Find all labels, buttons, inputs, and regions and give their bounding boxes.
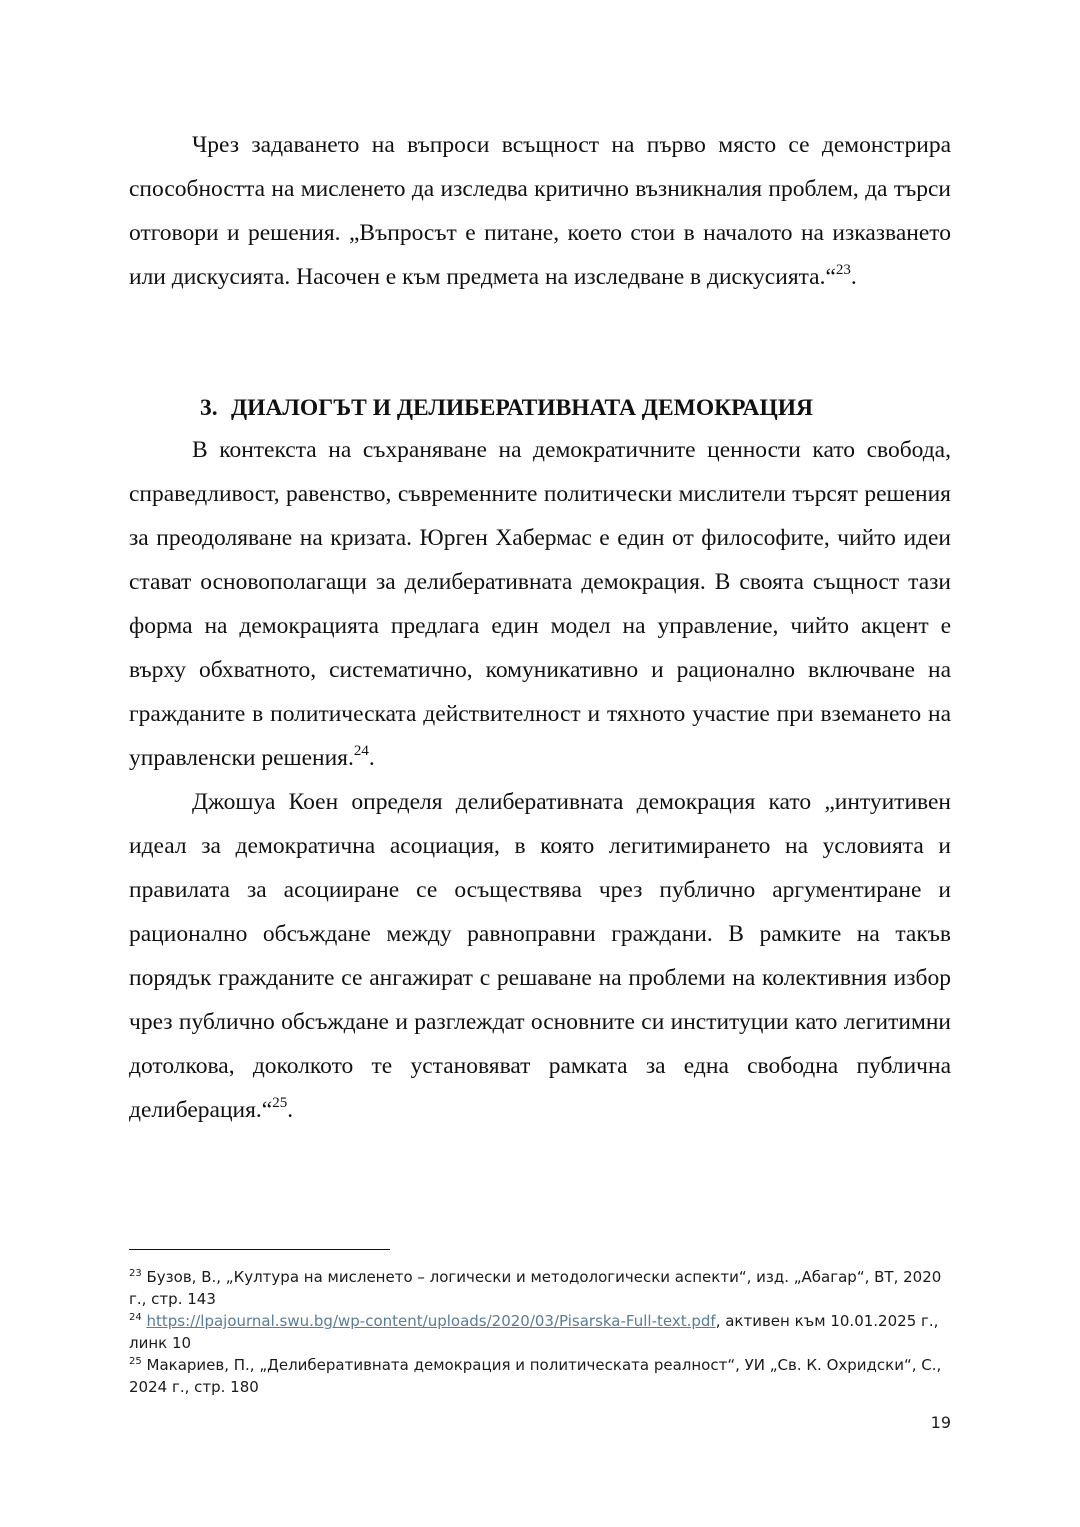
footnote-text: Бузов, В., „Култура на мисленето – логически и методологически аспекти“, изд. „Абагар“, ВТ, 2020 г., стр. 143	[129, 1268, 942, 1308]
footnote-23	[129, 1266, 951, 1310]
intro-paragraph	[129, 123, 951, 299]
footnote-link[interactable]: https://lpajournal.swu.bg/wp-content/uploads/2020/03/Pisarska-Full-text.pdf	[146, 1312, 716, 1330]
footnote-number: 25	[129, 1356, 142, 1367]
section-body	[129, 428, 951, 1132]
paragraph-cohen-text: Джошуа Коен определя делиберативната демокрация като „интуитивен идеал за демократична асоциация, в която легитимирането на условията и правилата за асоцииране се осъществява чрез публично аргументиране и рационално обсъждане между равноправни граждани. В рамките на такъв порядък гражданите се ангажират с решаване на проблеми на колективния избор чрез публично обсъждане и разглеждат основните си институции като легитимни дотолкова, доколкото те установяват рамката за една свободна публична делиберация.“	[129, 789, 951, 1123]
intro-paragraph-text: Чрез задаването на въпроси всъщност на първо място се демонстрира способността на мисленето да изследва критично възникналия проблем, да търси отговори и решения. „Въпросът е питане, което стои в началото на изказването или дискусията. Насочен е към предмета на изследване в дискусията.“	[129, 132, 951, 290]
footnote-24	[129, 1310, 951, 1354]
paragraph-cohen	[129, 780, 951, 1132]
section-number: 3.	[200, 395, 218, 421]
footnote-number: 23	[129, 1268, 142, 1279]
footnote-ref-23[interactable]: 23	[835, 262, 851, 278]
paragraph-habermas	[129, 428, 951, 780]
page-number: 19	[930, 1413, 951, 1432]
footnote-25	[129, 1354, 951, 1398]
footnote-text: , активен към 10.01.2025 г., линк 10	[129, 1312, 939, 1352]
section-title: ДИАЛОГЪТ И ДЕЛИБЕРАТИВНАТА ДЕМОКРАЦИЯ	[231, 395, 813, 421]
footnotes-section	[129, 1266, 951, 1398]
footnote-ref-24[interactable]: 24	[353, 743, 369, 759]
footnote-number: 24	[129, 1312, 142, 1323]
paragraph-cohen-end: .	[287, 1097, 294, 1123]
footnote-ref-25[interactable]: 25	[272, 1095, 288, 1111]
footnote-separator	[129, 1249, 390, 1250]
section-heading	[129, 390, 951, 426]
intro-block	[129, 123, 951, 299]
paragraph-habermas-end: .	[368, 745, 375, 771]
footnote-text: Макариев, П., „Делиберативната демокрация и политическата реалност“, УИ „Св. К. Охридски“, С., 2024 г., стр. 180	[129, 1356, 942, 1396]
intro-paragraph-end: .	[850, 264, 857, 290]
paragraph-habermas-text: В контекста на съхраняване на демократичните ценности като свобода, справедливост, равенство, съвременните политически мислители търсят решения за преодоляване на кризата. Юрген Хабермас е един от философите, чийто идеи стават основополагащи за делиберативната демокрация. В своята същност тази форма на демокрацията предлага един модел на управление, чийто акцент е върху обхватното, систематично, комуникативно и рационално включване на гражданите в политическата действителност и тяхното участие при вземането на управленски решения.	[129, 437, 951, 771]
